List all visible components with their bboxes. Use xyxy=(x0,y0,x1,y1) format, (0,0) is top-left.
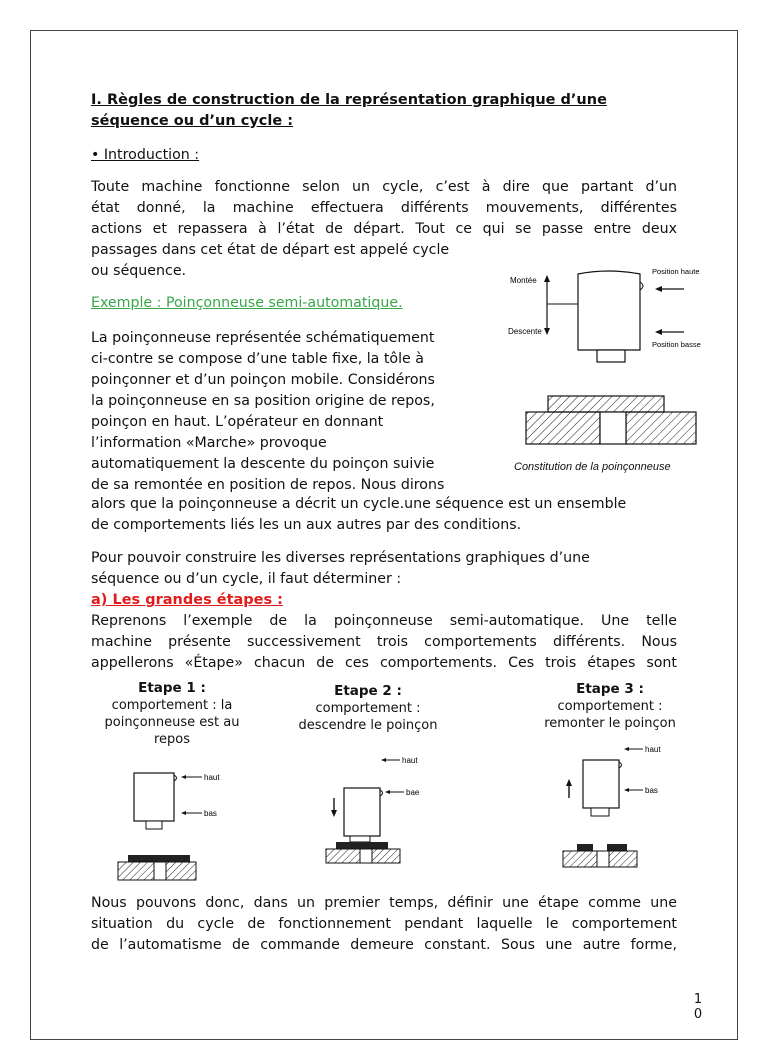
example-line: La poinçonneuse représentée schématiquement xyxy=(91,330,435,346)
step2-diagram xyxy=(320,750,460,875)
label-montee: Montée xyxy=(510,276,537,285)
example-line: ci-contre se compose d’une table fixe, la tôle à xyxy=(91,351,424,367)
sheet-metal xyxy=(548,396,664,412)
construct-line: Pour pouvoir construire les diverses représentations graphiques d’une xyxy=(91,550,590,566)
label-descente: Descente xyxy=(508,327,542,336)
table-hole xyxy=(600,412,626,444)
down-arrow-icon xyxy=(544,328,550,335)
conclusion-line: Nous pouvons donc, dans un premier temps, définir une étape comme une xyxy=(91,895,677,911)
step-desc: descendre le poinçon xyxy=(298,718,438,733)
left-arrow-icon xyxy=(655,286,662,292)
step-1 xyxy=(82,680,262,746)
table-left xyxy=(526,412,600,444)
example-line: poinçon en haut. L’opérateur en donnant xyxy=(91,414,384,430)
step1-diagram xyxy=(110,765,240,885)
stages-line: Reprenons l’exemple de la poinçonneuse semi-automatique. Une telle xyxy=(91,613,677,629)
page-number-digit: 0 xyxy=(693,1007,703,1022)
intro-line: actions et repassera à l’état de départ. Tout ce qui se passe entre deux xyxy=(91,221,677,237)
example-line: de comportements liés les un aux autres par des conditions. xyxy=(91,517,522,533)
stages-line: machine présente successivement trois comportements différents. Nous xyxy=(91,634,677,650)
step-3 xyxy=(520,681,700,732)
punch-tip xyxy=(597,350,625,362)
step-2 xyxy=(278,683,458,734)
step-title: Etape 2 : xyxy=(334,683,402,699)
label-haut: haut xyxy=(645,745,661,754)
step-title: Etape 3 : xyxy=(576,681,644,697)
step-desc: remonter le poinçon xyxy=(544,716,676,731)
step3-diagram xyxy=(555,740,695,875)
intro-line: Toute machine fonctionne selon un cycle, c’est à dire que partant d’un xyxy=(91,179,677,195)
section-title-line2: séquence ou d’un cycle : xyxy=(91,113,294,129)
punch-body xyxy=(578,271,640,350)
conclusion-line: de l’automatisme de commande demeure constant. Sous une autre forme, xyxy=(91,937,677,953)
page-number-digit: 1 xyxy=(693,992,703,1007)
conclusion-line: situation du cycle de fonctionnement pendant laquelle le comportement xyxy=(91,916,677,932)
step-desc: comportement : la xyxy=(111,698,233,713)
stages-line: appellerons «Étape» chacun de ces comportements. Ces trois étapes sont xyxy=(91,655,677,671)
figure-caption: Constitution de la poinçonneuse xyxy=(514,461,671,473)
step-desc: poinçonneuse est au xyxy=(104,715,240,730)
intro-line: ou séquence. xyxy=(91,263,187,279)
punch-machine-diagram xyxy=(500,262,710,482)
label-position-haute: Position haute xyxy=(652,267,700,276)
intro-heading: • Introduction : xyxy=(91,147,200,163)
step-desc: comportement : xyxy=(315,701,421,716)
example-line: alors que la poinçonneuse a décrit un cycle.une séquence est un ensemble xyxy=(91,496,627,512)
down-arrow-icon xyxy=(331,810,337,817)
table-right xyxy=(626,412,696,444)
left-arrow-icon xyxy=(655,329,662,335)
intro-line: état donné, la machine effectuera différents mouvements, différentes xyxy=(91,200,677,216)
example-heading: Exemple : Poinçonneuse semi-automatique. xyxy=(91,295,403,311)
label-haut: haut xyxy=(402,756,418,765)
page-number xyxy=(680,992,716,1028)
section-title-line1: I. Règles de construction de la représentation graphique d’une xyxy=(91,92,607,108)
step-title: Etape 1 : xyxy=(138,680,206,696)
label-position-basse: Position basse xyxy=(652,340,701,349)
step-desc: repos xyxy=(153,732,191,746)
up-arrow-icon xyxy=(566,779,572,786)
label-bas: bas xyxy=(645,786,658,795)
example-line: de sa remontée en position de repos. Nous dirons xyxy=(91,477,445,493)
step-desc: comportement : xyxy=(557,699,663,714)
construct-line: séquence ou d’un cycle, il faut déterminer : xyxy=(91,571,402,587)
example-line: automatiquement la descente du poinçon suivie xyxy=(91,456,435,472)
label-bas: bas xyxy=(204,809,217,818)
intro-line: passages dans cet état de départ est appelé cycle xyxy=(91,242,450,258)
label-haut: haut xyxy=(204,773,220,782)
example-line: l’information «Marche» provoque xyxy=(91,435,327,451)
example-line: la poinçonneuse en sa position origine de repos, xyxy=(91,393,435,409)
up-arrow-icon xyxy=(544,275,550,282)
example-line: poinçonner et d’un poinçon mobile. Considérons xyxy=(91,372,435,388)
label-bae: bae xyxy=(406,788,420,797)
stages-heading: a) Les grandes étapes : xyxy=(91,592,283,608)
